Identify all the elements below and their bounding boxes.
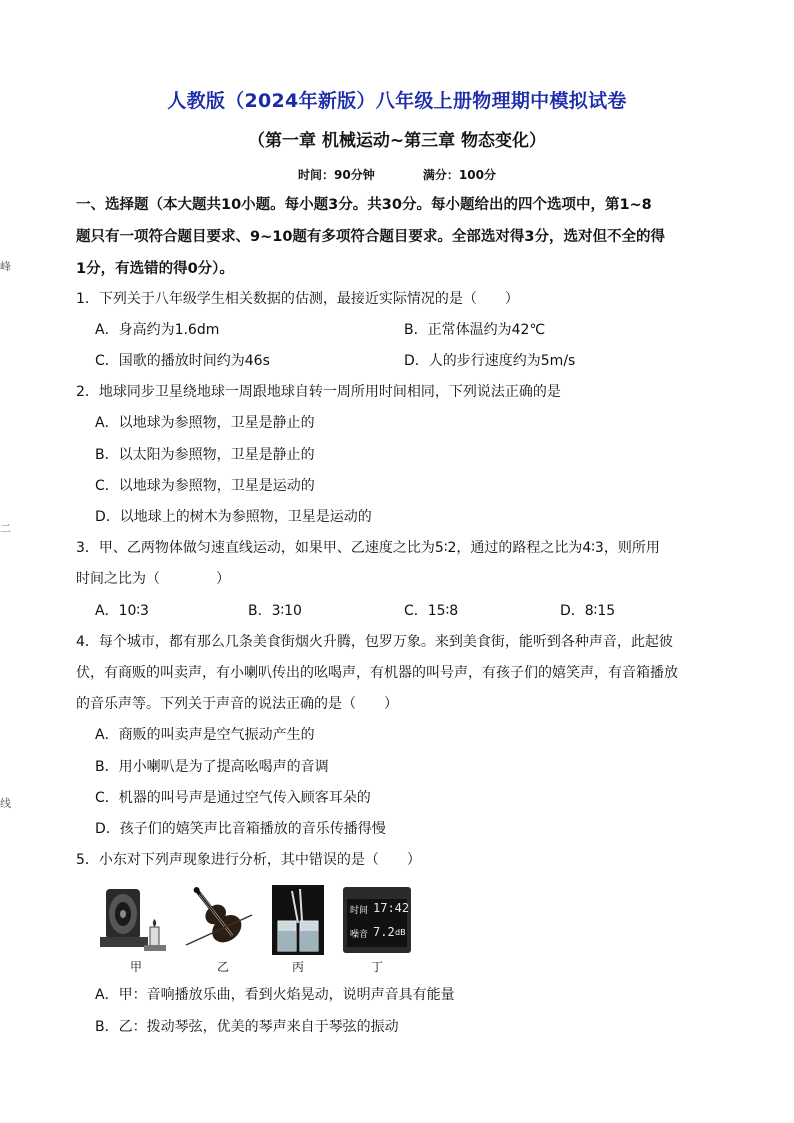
q3-option-b: B．3∶10 xyxy=(248,603,302,619)
q1-option-d: D．人的步行速度约为5m/s xyxy=(404,353,576,369)
section-heading: 1分，有选错的得0分）。 xyxy=(76,261,234,277)
q2-option-d: D．以地球上的树木为参照物，卫星是运动的 xyxy=(95,509,372,525)
margin-mark: 二 xyxy=(0,522,11,535)
question-3-stem: 3．甲、乙两物体做匀速直线运动，如果甲、乙速度之比为5∶2，通过的路程之比为4∶3，则所用 xyxy=(76,540,660,556)
exam-score: 满分：100分 xyxy=(422,168,496,182)
q2-option-b: B．以太阳为参照物，卫星是静止的 xyxy=(95,447,315,463)
q5-option-a: A．甲：音响播放乐曲，看到火焰晃动，说明声音具有能量 xyxy=(95,987,455,1003)
q2-option-a: A．以地球为参照物，卫星是静止的 xyxy=(95,415,315,431)
violin-figure xyxy=(182,885,258,955)
q3-option-d: D．8∶15 xyxy=(560,603,616,619)
exam-time: 时间：90分钟 xyxy=(298,168,375,182)
margin-mark: 峰 xyxy=(0,260,11,273)
figure-caption: 乙 xyxy=(216,960,229,974)
noise-label: 噪音 xyxy=(350,930,369,940)
speaker-candle-figure xyxy=(100,885,170,955)
exam-meta xyxy=(0,166,794,183)
q2-option-c: C．以地球为参照物，卫星是运动的 xyxy=(95,478,315,494)
question-4-stem: 4．每个城市，都有那么几条美食街烟火升腾，包罗万象。来到美食街，能听到各种声音，此起彼 xyxy=(76,634,673,650)
noise-monitor-figure xyxy=(343,887,411,953)
q5-option-b: B．乙：拨动琴弦，优美的琴声来自于琴弦的振动 xyxy=(95,1019,399,1035)
question-2-stem: 2．地球同步卫星绕地球一周跟地球自转一周所用时间相同，下列说法正确的是 xyxy=(76,384,561,400)
noise-monitor-screen xyxy=(347,899,410,947)
figure-caption: 丙 xyxy=(291,960,304,974)
question-4-stem: 的音乐声等。下列关于声音的说法正确的是（ ） xyxy=(76,696,398,712)
tuning-fork-figure xyxy=(272,885,324,955)
q4-option-c: C．机器的叫号声是通过空气传入顾客耳朵的 xyxy=(95,790,371,806)
q3-option-c: C．15∶8 xyxy=(404,603,459,619)
question-1-stem: 1．下列关于八年级学生相关数据的估测，最接近实际情况的是（ ） xyxy=(76,291,519,307)
q4-option-a: A．商贩的叫卖声是空气振动产生的 xyxy=(95,727,315,743)
question-4-stem: 伏，有商贩的叫卖声，有小喇叭传出的吆喝声，有机器的叫号声，有孩子们的嬉笑声，有音箱播放 xyxy=(76,665,678,681)
margin-mark: 线 xyxy=(0,797,11,810)
section-heading: 题只有一项符合题目要求、9~10题有多项符合题目要求。全部选对得3分，选对但不全的得 xyxy=(76,229,666,245)
question-5-stem: 5．小东对下列声现象进行分析，其中错误的是（ ） xyxy=(76,852,421,868)
question-3-stem: 时间之比为（ ） xyxy=(76,571,230,587)
figure-caption: 丁 xyxy=(370,960,383,974)
q3-option-a: A．10∶3 xyxy=(95,603,149,619)
q4-option-d: D．孩子们的嬉笑声比音箱播放的音乐传播得慢 xyxy=(95,821,386,837)
noise-unit: dB xyxy=(395,928,406,937)
q4-option-b: B．用小喇叭是为了提高吆喝声的音调 xyxy=(95,759,329,775)
exam-title: 人教版（2024年新版）八年级上册物理期中模拟试卷 xyxy=(167,90,627,112)
noise-value: 7.2 xyxy=(373,925,395,939)
q1-option-c: C．国歌的播放时间约为46s xyxy=(95,353,270,369)
q1-option-a: A．身高约为1.6dm xyxy=(95,322,220,338)
time-value: 17:42 xyxy=(373,901,410,915)
exam-subtitle: （第一章 机械运动~第三章 物态变化） xyxy=(247,131,547,151)
q1-option-b: B．正常体温约为42℃ xyxy=(404,322,546,338)
section-heading: 一、选择题（本大题共10小题。每小题3分。共30分。每小题给出的四个选项中，第1~8 xyxy=(76,197,652,213)
figure-caption: 甲 xyxy=(129,960,142,974)
time-label: 时间 xyxy=(350,906,369,916)
